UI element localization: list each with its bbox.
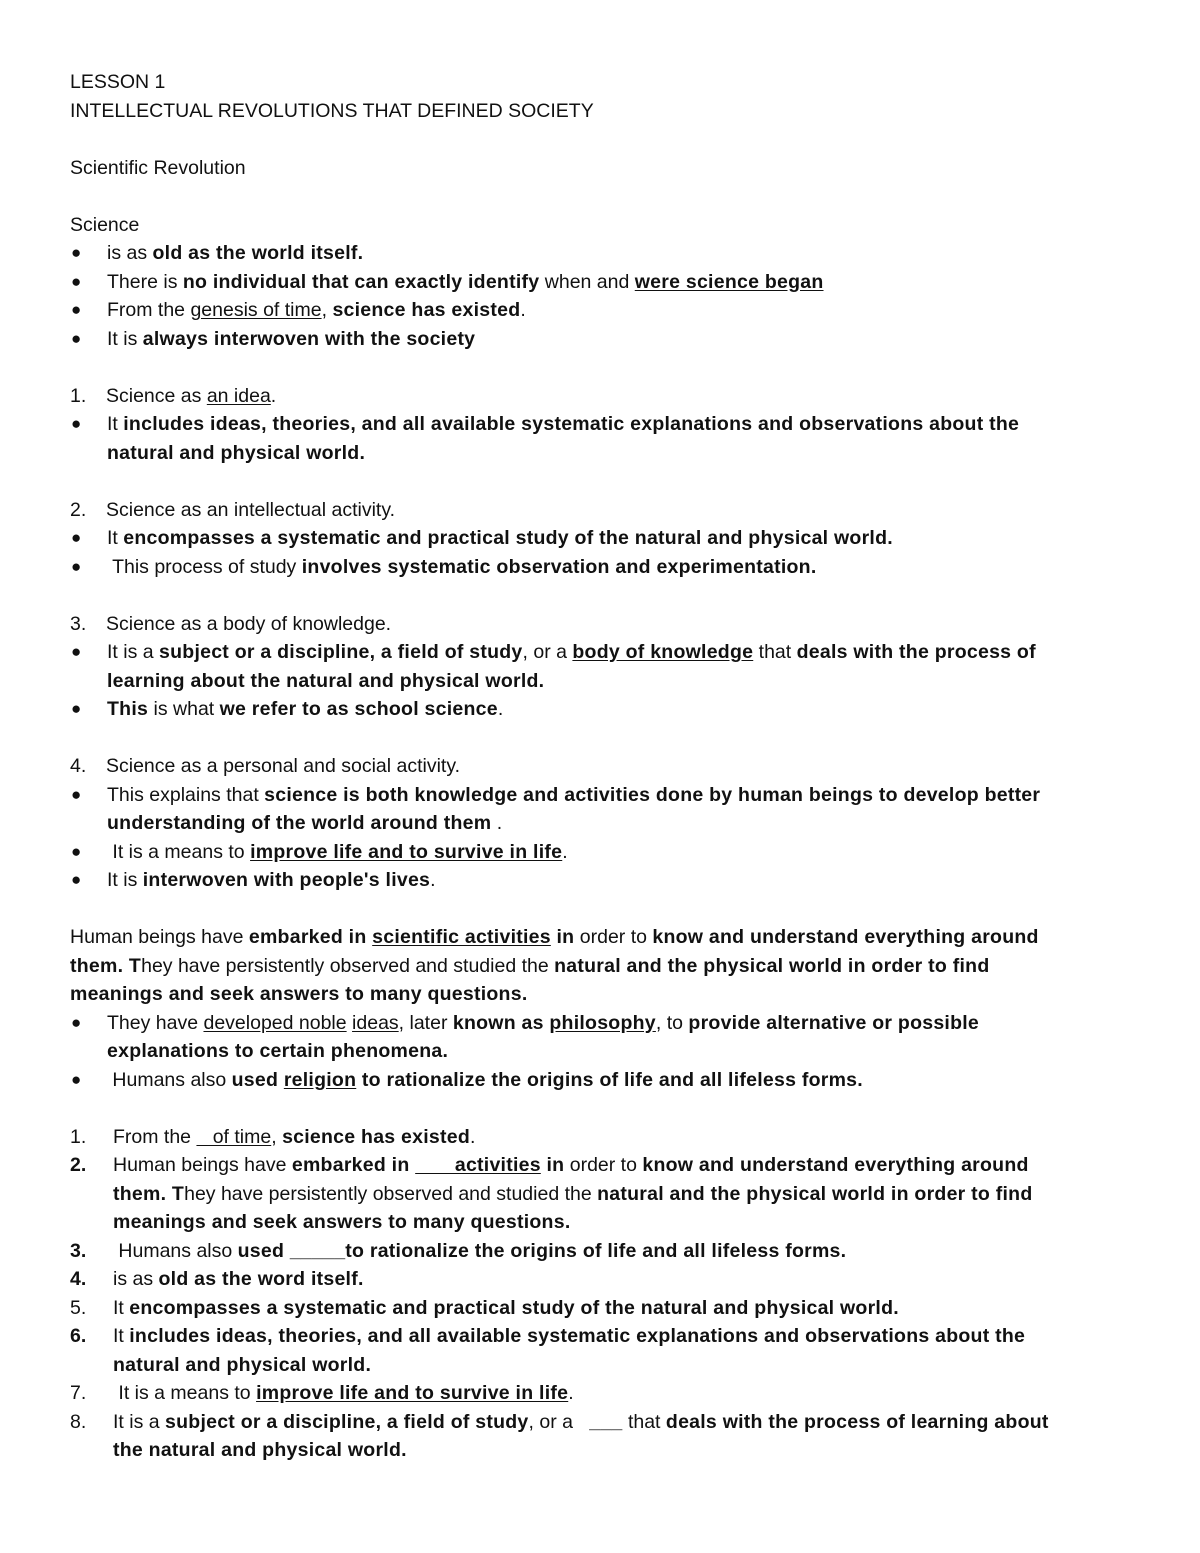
bullet-icon: ●: [71, 528, 82, 547]
bullet-icon: ●: [71, 300, 82, 319]
bullet-icon: ●: [71, 870, 82, 889]
list-item: ● There is no individual that can exactly identify when and were science began: [70, 268, 1150, 297]
bullet-icon: ●: [71, 642, 82, 661]
paragraph: Human beings have embarked in scientific activities in order to know and understand everything around them. They have persistently observed and studied the natural and the physical world in order to find meanings and seek answers to many questions.: [70, 926, 1039, 1005]
list-item: ● They have developed noble ideas, later known as philosophy, to provide alternative or possible explanations to certain phenomena.: [70, 1009, 1150, 1066]
section-heading: Scientific Revolution: [70, 156, 246, 179]
lesson-label: LESSON 1: [70, 71, 166, 93]
bullet-icon: ●: [71, 699, 82, 718]
item-number: 3.: [70, 1239, 87, 1262]
quiz-item: 1. From the of time, science has existed.: [70, 1123, 1150, 1152]
bullet-icon: ●: [71, 414, 82, 433]
list-item: ● This explains that science is both knowledge and activities done by human beings to develop better understanding of the world around them .: [70, 781, 1150, 838]
list-item: ● This process of study involves systematic observation and experimentation.: [70, 553, 1150, 582]
quiz-item: 6. It includes ideas, theories, and all available systematic explanations and observations about the natural and physical world.: [70, 1322, 1150, 1379]
list-item: ● This is what we refer to as school science.: [70, 695, 1150, 724]
bullet-icon: ●: [71, 243, 82, 262]
list-item: ● From the genesis of time, science has existed.: [70, 296, 1150, 325]
list-item: ● It is interwoven with people's lives.: [70, 866, 1150, 895]
topic-heading: Science: [70, 213, 140, 236]
numbered-item: 4. Science as a personal and social activity.: [70, 752, 1150, 781]
item-number: 1.: [70, 1125, 87, 1148]
numbered-item: 1. Science as an idea.: [70, 382, 1150, 411]
list-item: ● It is a subject or a discipline, a field of study, or a body of knowledge that deals with the process of learning about the natural and physical world.: [70, 638, 1150, 695]
item-number: 7.: [70, 1382, 87, 1404]
item-number: 4.: [70, 755, 87, 777]
quiz-item: 2. Human beings have embarked in activities in order to know and understand everything around them. They have persistently observed and studied the natural and the physical world in order to find meanings and seek answers to many questions.: [70, 1151, 1150, 1237]
quiz-item: 5. It encompasses a systematic and practical study of the natural and physical world.: [70, 1294, 1150, 1323]
list-item: ● It encompasses a systematic and practical study of the natural and physical world.: [70, 524, 1150, 553]
item-number: 2.: [70, 498, 87, 521]
bullet-icon: ●: [71, 1069, 82, 1089]
document-page: [70, 68, 1150, 1465]
quiz-item: 4. is as old as the word itself.: [70, 1265, 1150, 1294]
numbered-item: 2. Science as an intellectual activity.: [70, 496, 1150, 525]
item-number: 2.: [70, 1154, 87, 1176]
bullet-icon: ●: [71, 784, 82, 804]
quiz-item: 3. Humans also used _____to rationalize the origins of life and all lifeless forms.: [70, 1237, 1150, 1266]
bullet-icon: ●: [71, 1012, 82, 1032]
lesson-title: INTELLECTUAL REVOLUTIONS THAT DEFINED SOCIETY: [70, 99, 594, 122]
list-item: ● It includes ideas, theories, and all available systematic explanations and observations about the natural and physical world.: [70, 410, 1150, 467]
bullet-icon: ●: [71, 271, 82, 291]
quiz-item: 8. It is a subject or a discipline, a field of study, or a ___ that deals with the process of learning about the natural and physical world.: [70, 1408, 1150, 1465]
quiz-item: 7. It is a means to improve life and to survive in life.: [70, 1379, 1150, 1408]
numbered-item: 3. Science as a body of knowledge.: [70, 610, 1150, 639]
item-number: 4.: [70, 1268, 87, 1290]
item-number: 3.: [70, 612, 87, 635]
list-item: ● Humans also used religion to rationalize the origins of life and all lifeless forms.: [70, 1066, 1150, 1095]
list-item: ● It is always interwoven with the society: [70, 325, 1150, 354]
item-number: 5.: [70, 1296, 87, 1319]
item-number: 6.: [70, 1325, 87, 1347]
bullet-icon: ●: [71, 556, 82, 576]
item-number: 8.: [70, 1410, 87, 1433]
list-item: ● is as old as the world itself.: [70, 239, 1150, 268]
bullet-icon: ●: [71, 841, 82, 861]
item-number: 1.: [70, 384, 87, 407]
list-item: ● It is a means to improve life and to survive in life.: [70, 838, 1150, 867]
bullet-icon: ●: [71, 328, 82, 348]
